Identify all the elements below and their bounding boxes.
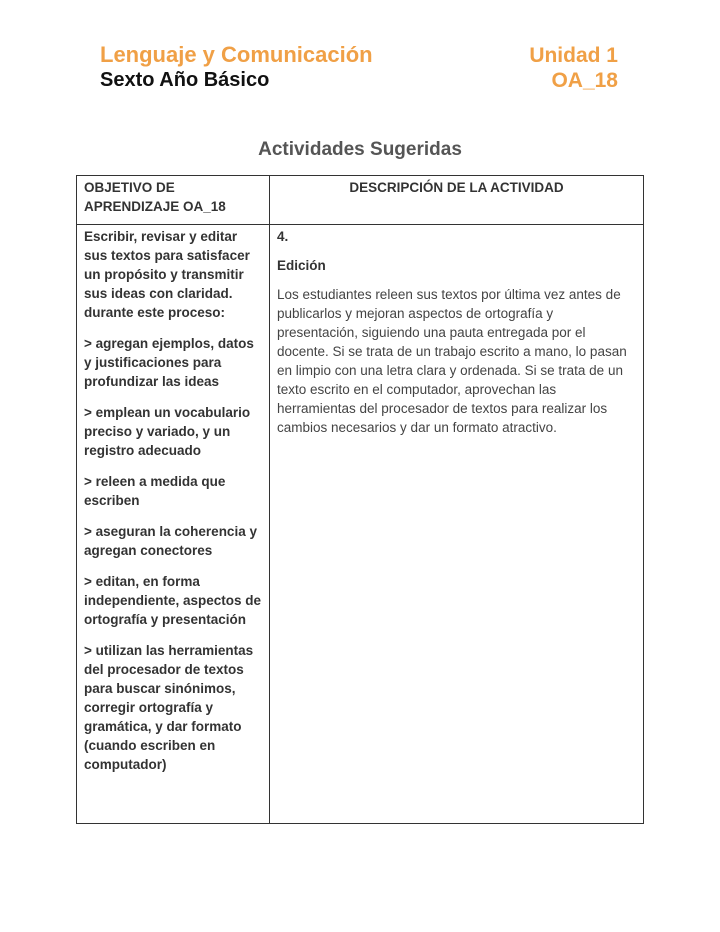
activity-title: Edición xyxy=(277,258,326,273)
objective-item: > emplean un vocabulario preciso y variado, y un registro adecuado xyxy=(84,405,251,458)
objective-cell xyxy=(77,225,270,824)
oa-label: OA_18 xyxy=(551,69,618,92)
subject-title: Lenguaje y Comunicación xyxy=(100,42,373,67)
unit-label: Unidad 1 xyxy=(529,44,618,67)
grade-subtitle: Sexto Año Básico xyxy=(100,69,270,91)
description-header: DESCRIPCIÓN DE LA ACTIVIDAD xyxy=(270,176,644,225)
activity-number: 4. xyxy=(277,229,289,244)
table-header-row xyxy=(77,176,644,225)
objective-item: > releen a medida que escriben xyxy=(84,474,226,508)
objective-text: Escribir, revisar y editar sus textos para satisfacer un propósito y transmitir sus ideas con claridad. durante este proceso: xyxy=(84,229,250,320)
description-cell xyxy=(270,225,644,824)
objective-item: > agregan ejemplos, datos y justificaciones para profundizar las ideas xyxy=(84,336,254,389)
objective-header: OBJETIVO DE APRENDIZAJE OA_18 xyxy=(77,176,270,225)
section-title: Actividades Sugeridas xyxy=(258,139,462,160)
objective-item: > aseguran la coherencia y agregan conectores xyxy=(84,524,257,558)
table-row xyxy=(77,225,644,824)
objective-item: > editan, en forma independiente, aspectos de ortografía y presentación xyxy=(84,574,262,627)
objective-item: > utilizan las herramientas del procesador de textos para buscar sinónimos, corregir ortografía y gramática, y dar formato (cuando escriben en computador) xyxy=(84,643,254,772)
activity-description: Los estudiantes releen sus textos por última vez antes de publicarlos y mejoran aspectos de ortografía y presentación, siguiendo una pauta entregada por el docente. Si se trata de un trabajo escrito a mano, lo pasan en limpio con una letra clara y ordenada. Si se trata de un texto escrito en el computador, aprovechan las herramientas del procesador de textos para realizar los cambios necesarios y dar un formato atractivo. xyxy=(277,287,627,435)
activities-table xyxy=(76,175,644,824)
